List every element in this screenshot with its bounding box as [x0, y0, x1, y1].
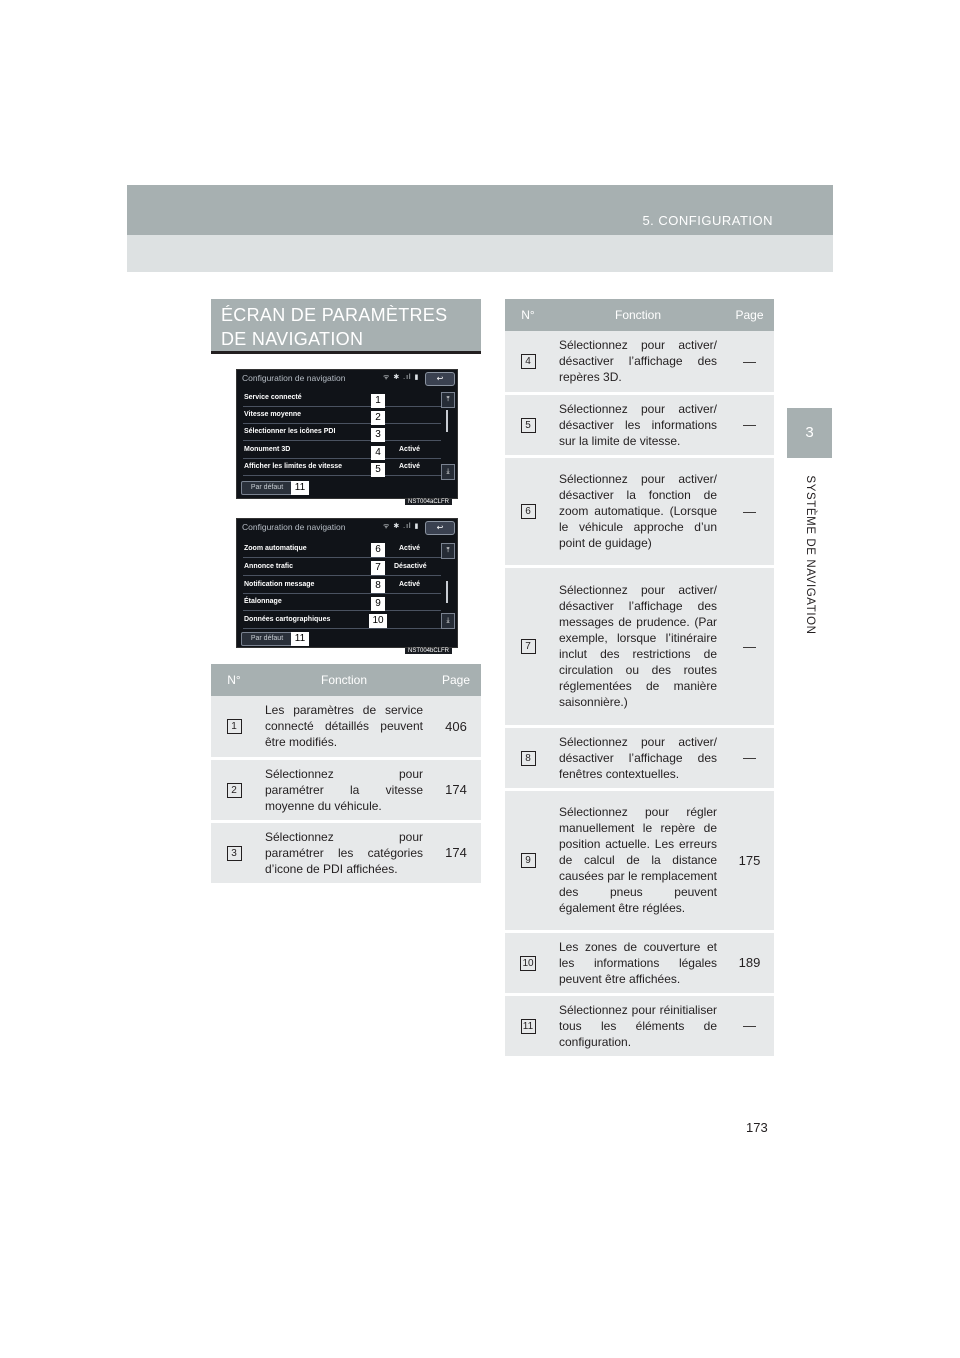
header-function: Fonction: [257, 664, 431, 696]
row-function: Sélectionnez pour activer/ désactiver l’affichage des repères 3D.: [551, 331, 725, 393]
row-function: Sélectionnez pour activer/ désactiver les informations sur la limite de vitesse.: [551, 393, 725, 456]
row-function: Sélectionnez pour paramétrer la vitesse moyenne du véhicule.: [257, 758, 431, 821]
menu-item-label: Vitesse moyenne: [244, 411, 302, 418]
row-function: Sélectionnez pour paramétrer les catégories d’icone de PDI affichées.: [257, 821, 431, 884]
header-function: Fonction: [551, 299, 725, 331]
menu-item-value: Activé: [399, 446, 421, 453]
callout-number: 3: [371, 428, 385, 442]
row-number: 7: [521, 639, 536, 654]
header-page: Page: [725, 299, 774, 331]
menu-item-label: Annonce trafic: [244, 563, 294, 570]
header-band: [127, 185, 833, 235]
callout-number: 6: [371, 543, 385, 557]
menu-item-value: Désactivé: [394, 563, 427, 570]
menu-item-label: Afficher les limites de vitesse: [244, 463, 343, 470]
row-number-cell: [211, 758, 257, 821]
scroll-up-button[interactable]: ⤒: [441, 543, 455, 559]
section-title: ÉCRAN DE PARAMÈTRES DE NAVIGATION: [211, 299, 481, 351]
row-number: 2: [227, 783, 242, 798]
table-row: [211, 821, 481, 884]
row-page: 406: [431, 696, 481, 758]
row-page: —: [725, 331, 774, 393]
menu-item-limites-vitesse[interactable]: [243, 461, 441, 476]
header-no: N°: [211, 664, 257, 696]
row-function: Sélectionnez pour activer/ désactiver la fonction de zoom automatique. (Lorsque le véhicule approche d’un point de guidage): [551, 456, 725, 566]
header-subband: [127, 235, 833, 272]
menu-item-value: Activé: [399, 581, 421, 588]
menu-item-value: Activé: [399, 463, 421, 470]
menu-item-value: Activé: [399, 545, 421, 552]
back-button[interactable]: ↩: [425, 372, 455, 386]
row-number: 9: [521, 853, 536, 868]
menu-item-monument-3d[interactable]: [243, 444, 441, 459]
header-no: N°: [505, 299, 551, 331]
figure-code: NST004bCLFR: [405, 648, 452, 654]
table-header-row: [505, 299, 774, 331]
table-row: [505, 456, 774, 566]
callout-number: 2: [371, 411, 385, 425]
status-icons: ᯤ ✱ .ıl ▮: [383, 374, 420, 381]
nav-settings-screenshot-2: [236, 518, 458, 648]
row-number-cell: [505, 566, 551, 726]
row-number-cell: [211, 821, 257, 884]
row-page: 189: [725, 931, 774, 994]
row-number: 5: [521, 418, 536, 433]
table-row: [505, 566, 774, 726]
row-number: 6: [521, 504, 536, 519]
menu-item-label: Sélectionner les icônes PDI: [244, 428, 336, 435]
menu-item-icones-pdi[interactable]: [243, 426, 441, 441]
screen-title: Configuration de navigation: [242, 522, 346, 532]
row-function: Sélectionnez pour activer/ désactiver l’affichage des messages de prudence. (Par exemple, lorsque l’itinéraire inclut des restrictions de circulation ou des routes réglementées de manière saisonnière.): [551, 566, 725, 726]
row-page: —: [725, 393, 774, 456]
nav-settings-screenshot-1: [236, 369, 458, 499]
scrollbar-thumb[interactable]: [446, 581, 448, 603]
scroll-down-button[interactable]: ⤓: [441, 613, 455, 629]
section-header: 5. CONFIGURATION: [642, 213, 773, 228]
table-header-row: [211, 664, 481, 696]
menu-item-vitesse-moyenne[interactable]: [243, 409, 441, 424]
scroll-down-button[interactable]: ⤓: [441, 464, 455, 480]
table-row: [505, 331, 774, 393]
default-button[interactable]: Par défaut: [241, 481, 293, 495]
callout-number: 9: [371, 597, 385, 611]
row-function: Les zones de couverture et les informations légales peuvent être affichées.: [551, 931, 725, 994]
menu-item-zoom-automatique[interactable]: [243, 543, 441, 558]
scroll-up-button[interactable]: ⤒: [441, 392, 455, 408]
chapter-tab: 3: [787, 408, 832, 458]
row-function: Sélectionnez pour réinitialiser tous les éléments de configuration.: [551, 994, 725, 1057]
row-page: 175: [725, 789, 774, 931]
header-page: Page: [431, 664, 481, 696]
row-number-cell: [211, 696, 257, 758]
menu-item-label: Données cartographiques: [244, 616, 331, 623]
row-number-cell: [505, 726, 551, 789]
row-function: Les paramètres de service connecté détaillés peuvent être modifiés.: [257, 696, 431, 758]
row-page: 174: [431, 758, 481, 821]
callout-number: 5: [371, 463, 385, 477]
menu-item-notification-message[interactable]: [243, 579, 441, 594]
menu-item-label: Monument 3D: [244, 446, 291, 453]
function-table-left: [211, 664, 481, 886]
back-button[interactable]: ↩: [425, 521, 455, 535]
row-number-cell: [505, 931, 551, 994]
row-number: 10: [522, 957, 534, 969]
row-number-cell: [505, 456, 551, 566]
menu-item-etalonnage[interactable]: [243, 596, 441, 611]
row-function: Sélectionnez pour régler manuellement le repère de position actuelle. Les erreurs de calcul de la distance causées par le remplacement des pneus peuvent également être réglées.: [551, 789, 725, 931]
default-button[interactable]: Par défaut: [241, 632, 293, 646]
callout-number: 4: [371, 446, 385, 460]
section-title-rule: [211, 351, 481, 354]
table-row: [211, 696, 481, 758]
row-number: 11: [521, 1019, 536, 1034]
row-number-cell: [505, 994, 551, 1057]
chapter-title: SYSTÈME DE NAVIGATION: [804, 475, 816, 635]
row-number: 8: [521, 751, 536, 766]
menu-item-label: Zoom automatique: [244, 545, 307, 552]
scrollbar-thumb[interactable]: [446, 410, 448, 432]
row-number: 4: [521, 354, 536, 369]
table-row: [211, 758, 481, 821]
menu-item-service-connecte[interactable]: [243, 392, 441, 407]
row-number: 3: [227, 846, 242, 861]
figure-code: NST004aCLFR: [405, 499, 452, 505]
callout-number: 7: [371, 561, 385, 575]
callout-number: 11: [291, 481, 309, 495]
chapter-title-vertical: [790, 470, 830, 640]
table-row: [505, 994, 774, 1057]
screen-title: Configuration de navigation: [242, 373, 346, 383]
row-page: —: [725, 566, 774, 726]
row-page: —: [725, 456, 774, 566]
callout-number: 8: [371, 579, 385, 593]
menu-item-label: Notification message: [244, 581, 315, 588]
page-number: 173: [746, 1120, 768, 1135]
row-page: —: [725, 726, 774, 789]
table-row: [505, 931, 774, 994]
table-row: [505, 393, 774, 456]
callout-number: 10: [369, 614, 387, 628]
row-page: —: [725, 994, 774, 1057]
table-row: [505, 789, 774, 931]
menu-item-donnees-cartographiques[interactable]: [243, 614, 441, 629]
status-icons: ᯤ ✱ .ıl ▮: [383, 523, 420, 530]
row-number-cell: [505, 789, 551, 931]
row-page: 174: [431, 821, 481, 884]
row-number-cell: [505, 331, 551, 393]
row-number: 1: [227, 719, 242, 734]
row-number-cell: [505, 393, 551, 456]
function-table-right: [505, 299, 774, 1059]
table-row: [505, 726, 774, 789]
menu-item-annonce-trafic[interactable]: [243, 561, 441, 576]
menu-item-label: Étalonnage: [244, 598, 282, 605]
callout-number: 11: [291, 632, 309, 646]
callout-number: 1: [371, 394, 385, 408]
row-function: Sélectionnez pour activer/ désactiver l’affichage des fenêtres contextuelles.: [551, 726, 725, 789]
menu-item-label: Service connecté: [244, 394, 302, 401]
